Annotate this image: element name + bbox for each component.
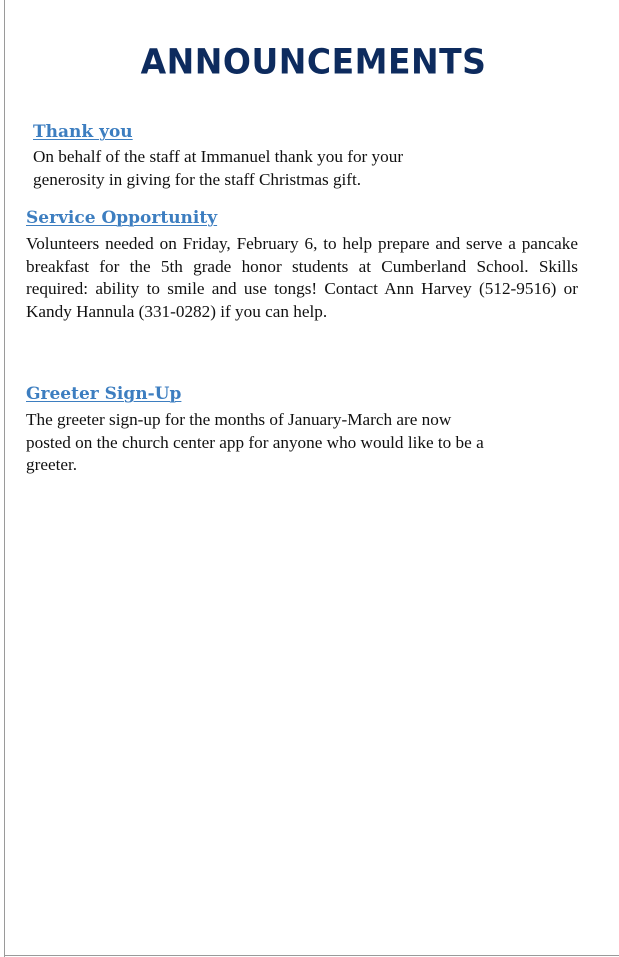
- heading-thank-you: Thank you: [33, 122, 133, 142]
- page-title: ANNOUNCEMENTS: [140, 41, 487, 82]
- greeter-sign-up-text: [26, 409, 586, 477]
- heading-service-opportunity: Service Opportunity: [26, 208, 218, 228]
- page-bottom-border: [4, 955, 619, 956]
- thank-you-line: generosity in giving for the staff Christmas gift.: [33, 169, 362, 189]
- thank-you-line: On behalf of the staff at Immanuel thank you for your: [33, 147, 404, 166]
- greeter-line: greeter.: [26, 455, 78, 474]
- thank-you-text: [33, 146, 503, 191]
- heading-greeter-sign-up: Greeter Sign-Up: [26, 384, 182, 404]
- greeter-line: The greeter sign-up for the months of January-March are now: [26, 410, 452, 429]
- service-opportunity-text: Volunteers needed on Friday, February 6, to help prepare and serve a pancake breakfast for the 5th grade honor students at Cumberland School. Skills required: ability to smile and use tongs! Contact Ann Harvey (512-9516) or Kandy Hannula (331-0282) if you can help.: [26, 234, 578, 321]
- page-left-border: [4, 0, 5, 957]
- greeter-line: posted on the church center app for anyone who would like to be a: [26, 432, 484, 452]
